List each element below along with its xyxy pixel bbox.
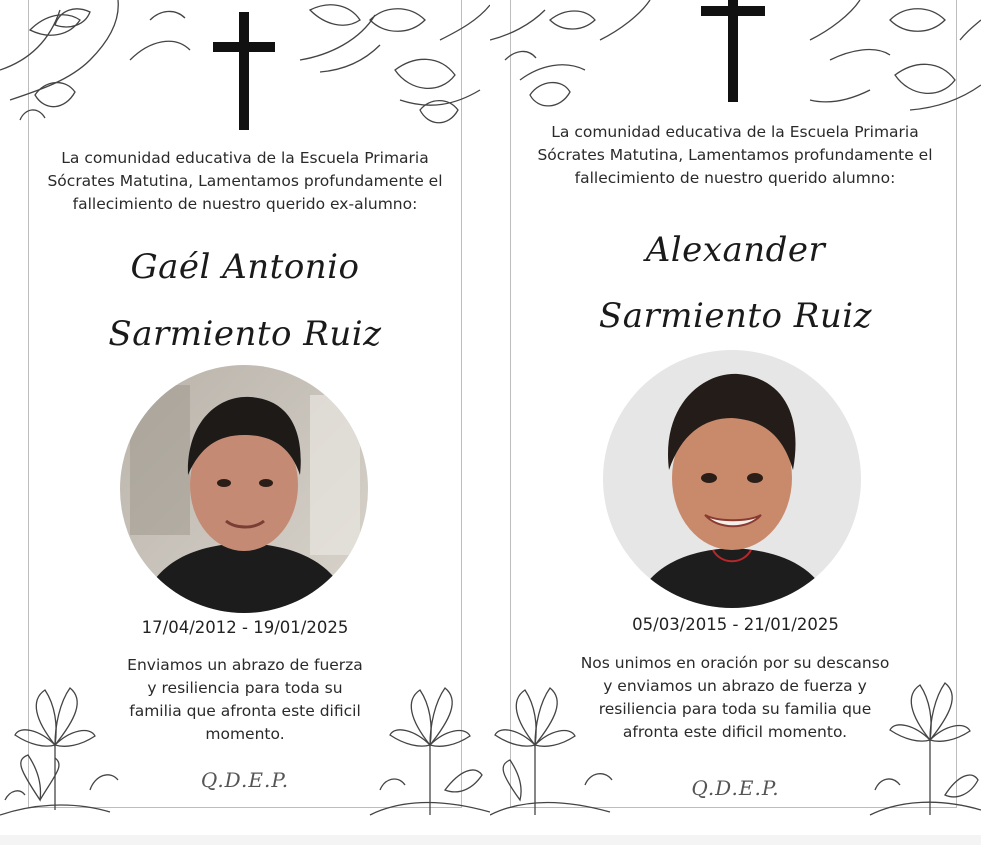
family-message: Enviamos un abrazo de fuerza y resiliencia para toda su familia que afronta este dificil momento.: [127, 656, 363, 743]
portrait-photo: [120, 365, 368, 613]
qdep-closing: Q.D.E.P.: [200, 768, 290, 792]
condolence-message: La comunidad educativa de la Escuela Primaria Sócrates Matutina, Lamentamos profundamente el fallecimiento de nuestro querido ex-alumno:: [47, 149, 443, 213]
portrait-photo: [603, 350, 861, 608]
bottom-band: [0, 835, 981, 845]
cross-icon: [213, 12, 275, 130]
life-dates: 05/03/2015 - 21/01/2025: [632, 615, 839, 634]
deceased-name-line2: Sarmiento Ruiz: [108, 314, 382, 354]
life-dates: 17/04/2012 - 19/01/2025: [141, 618, 349, 637]
cross-icon: [701, 0, 765, 102]
condolence-card-right: [490, 0, 981, 845]
condolence-message: La comunidad educativa de la Escuela Primaria Sócrates Matutina, Lamentamos profundamente el fallecimiento de nuestro querido alumno:: [537, 123, 933, 187]
qdep-closing: Q.D.E.P.: [691, 776, 780, 800]
deceased-name-line2: Sarmiento Ruiz: [598, 296, 873, 336]
family-message: Nos unimos en oración por su descanso y enviamos un abrazo de fuerza y resiliencia para toda su familia que afronta este dificil momento.: [580, 654, 890, 741]
condolence-card-left: [0, 0, 490, 845]
deceased-name-line1: Alexander: [645, 230, 826, 270]
deceased-name-line1: Gaél Antonio: [130, 247, 360, 287]
